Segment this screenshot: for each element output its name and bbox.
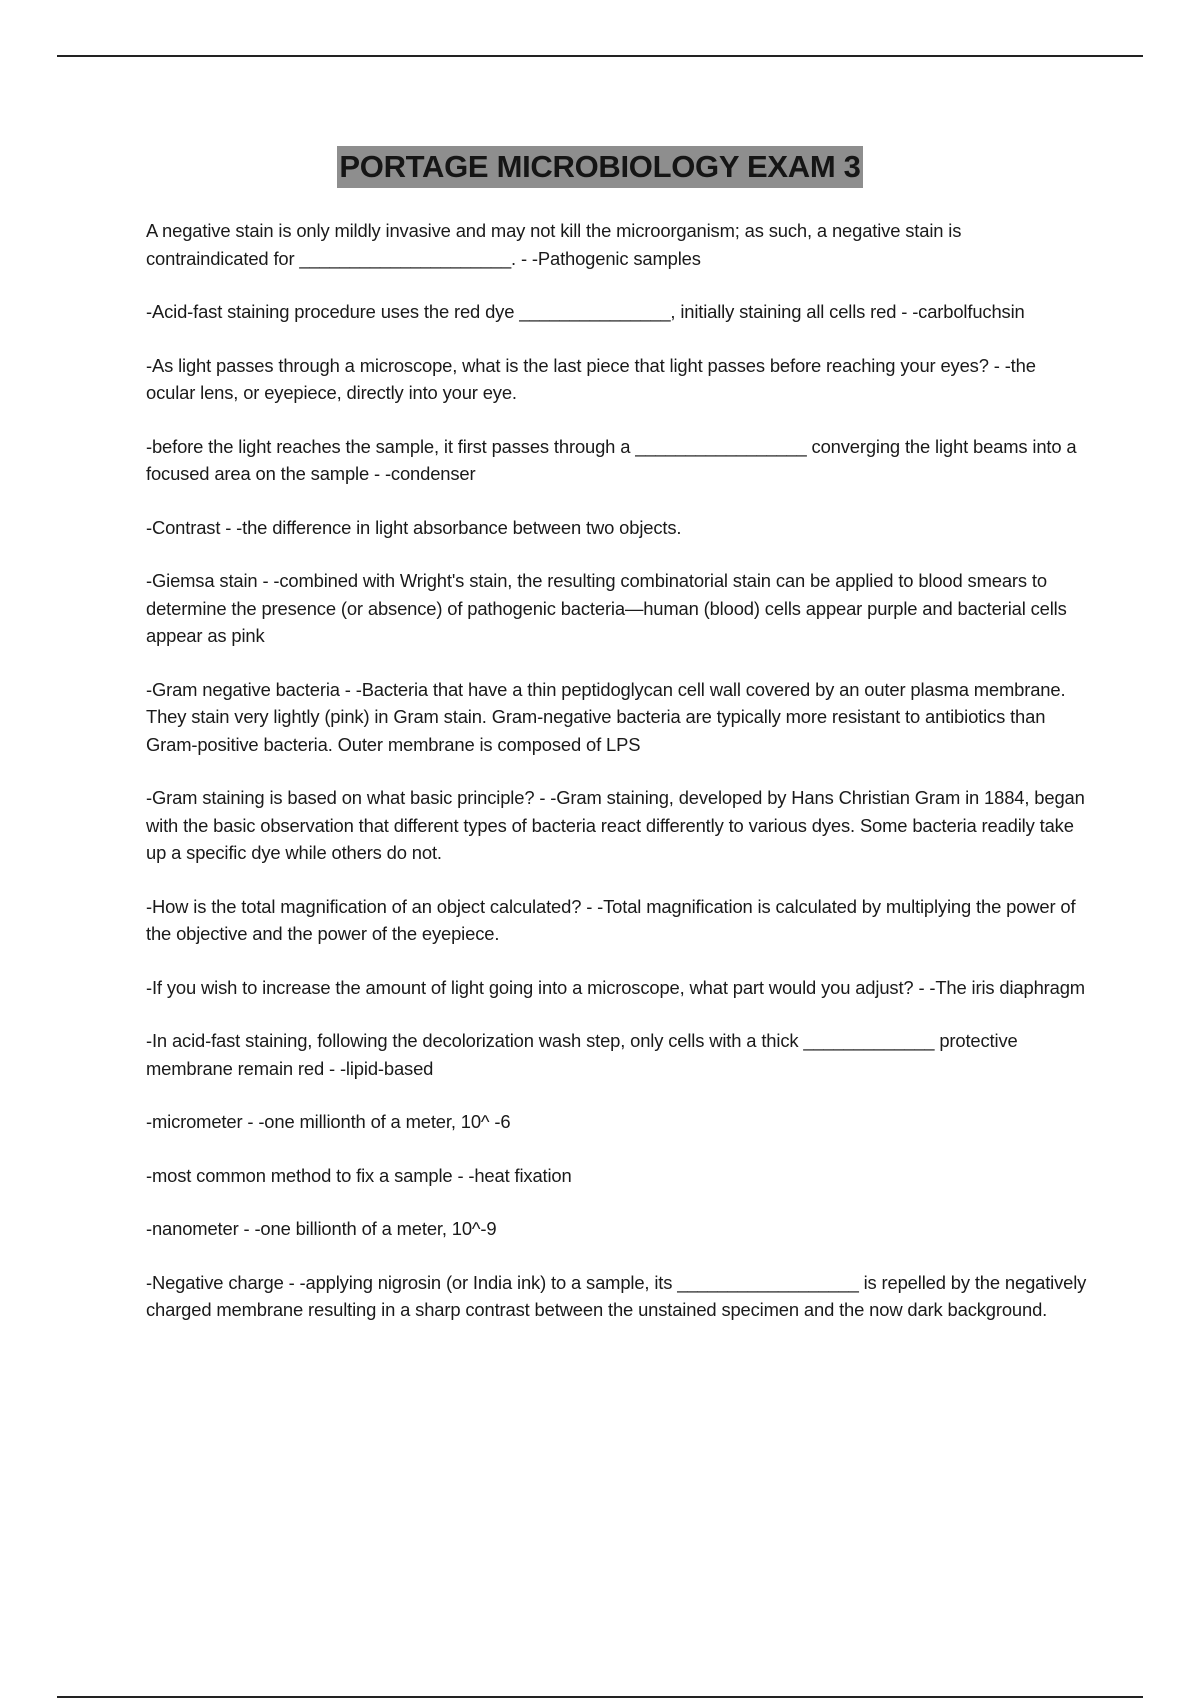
- document-title: PORTAGE MICROBIOLOGY EXAM 3: [337, 146, 862, 188]
- qa-entry: -If you wish to increase the amount of light going into a microscope, what part would you adjust? - -The iris diaphragm: [146, 976, 1085, 998]
- qa-entry: -How is the total magnification of an object calculated? - -Total magnification is calculated by multiplying the power of the objective and the power of the eyepiece.: [146, 895, 1076, 944]
- document-body: [146, 217, 1088, 1350]
- qa-entry: -As light passes through a microscope, what is the last piece that light passes before reaching your eyes? - -the ocular lens, or eyepiece, directly into your eye.: [146, 354, 1036, 403]
- top-rule: [57, 55, 1143, 57]
- qa-entry: -most common method to fix a sample - -heat fixation: [146, 1164, 572, 1186]
- qa-entry: -nanometer - -one billionth of a meter, 10^-9: [146, 1218, 497, 1239]
- qa-entry: -Contrast - -the difference in light absorbance between two objects.: [146, 516, 682, 538]
- qa-entry: -before the light reaches the sample, it first passes through a _________________ converging the light beams into a focused area on the sample - -condenser: [146, 435, 1077, 484]
- title-container: [0, 146, 1200, 188]
- qa-entry: -Giemsa stain - -combined with Wright's stain, the resulting combinatorial stain can be applied to blood smears to determine the presence (or absence) of pathogenic bacteria—human (blood) cells appear purple and bacterial cells appear as pink: [146, 570, 1067, 646]
- qa-entry: -Gram negative bacteria - -Bacteria that have a thin peptidoglycan cell wall covered by an outer plasma membrane. They stain very lightly (pink) in Gram stain. Gram-negative bacteria are typically more resistant to antibiotics than Gram-positive bacteria. Outer membrane is composed of LPS: [146, 678, 1066, 755]
- qa-entry: A negative stain is only mildly invasive and may not kill the microorganism; as such, a negative stain is contraindicated for _____________________. - -Pathogenic samples: [146, 220, 962, 269]
- qa-entry: -In acid-fast staining, following the decolorization wash step, only cells with a thick _____________ protective membrane remain red - -lipid-based: [146, 1030, 1018, 1079]
- qa-entry: -Acid-fast staining procedure uses the red dye _______________, initially staining all cells red - -carbolfuchsin: [146, 301, 1025, 322]
- qa-entry: -Negative charge - -applying nigrosin (or India ink) to a sample, its __________________ is repelled by the negatively charged membrane resulting in a sharp contrast between the unstained specimen and the now dark background.: [146, 1271, 1087, 1320]
- qa-entry: -Gram staining is based on what basic principle? - -Gram staining, developed by Hans Christian Gram in 1884, began with the basic observation that different types of bacteria react differently to various dyes. Some bacteria readily take up a specific dye while others do not.: [146, 787, 1085, 863]
- qa-entry: -micrometer - -one millionth of a meter, 10^ -6: [146, 1111, 511, 1132]
- bottom-rule: [57, 1696, 1143, 1698]
